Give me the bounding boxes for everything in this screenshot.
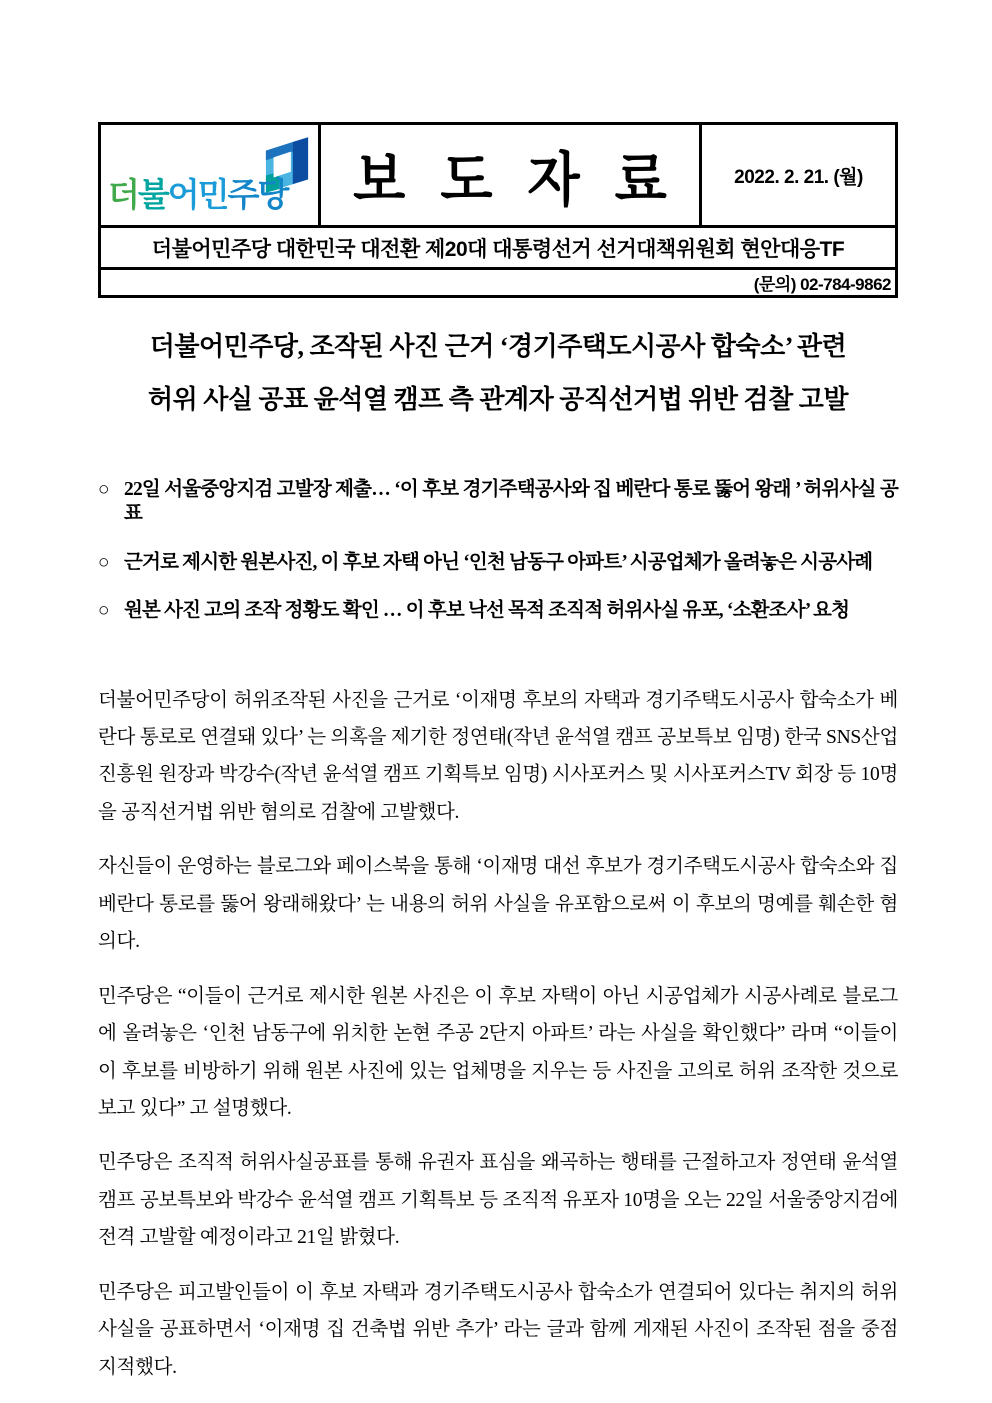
summary-item <box>98 478 898 527</box>
org-line: 더불어민주당 대한민국 대전환 제20대 대통령선거 선거대책위원회 현안대응TF <box>151 237 845 261</box>
org-row <box>101 225 895 267</box>
bullet-circle-icon: ○ <box>98 479 109 501</box>
title-line-1: 더불어민주당, 조작된 사진 근거 ‘경기주택도시공사 합숙소’ 관련 <box>149 332 847 361</box>
date-cell <box>699 125 895 225</box>
logo-char: 주 <box>227 176 258 213</box>
doc-type-title: 보 도 자 료 <box>353 147 677 213</box>
summary-list <box>98 478 898 624</box>
summary-item-text: 근거로 제시한 원본사진, 이 후보 자택 아닌 ‘인천 남동구 아파트’ 시공업체가 올려놓은 시공사례 <box>124 551 873 573</box>
summary-item-text: 22일 서울중앙지검 고발장 제출… ‘이 후보 경기주택공사와 집 베란다 통로 뚫어 왕래 ’ 허위사실 공표 <box>124 479 898 525</box>
release-date: 2022. 2. 21. (월) <box>734 166 863 188</box>
body-paragraph: 민주당은 조직적 허위사실공표를 통해 유권자 표심을 왜곡하는 행태를 근절하고자 정연태 윤석열 캠프 공보특보와 박강수 윤석열 캠프 기획특보 등 조직적 유포자 10명을 오는 22일 서울중앙지검에 전격 고발할 예정이라고 21일 밝혔다. <box>98 1152 898 1249</box>
party-logo-cell <box>101 125 321 225</box>
header-top-row <box>101 125 895 225</box>
bullet-circle-icon: ○ <box>98 551 109 573</box>
summary-item <box>98 551 898 575</box>
document-content <box>98 122 898 1403</box>
body-paragraph: 민주당은 피고발인들이 이 후보 자택과 경기주택도시공사 합숙소가 연결되어 있다는 취지의 허위사실을 공표하면서 ‘이재명 집 건축법 위반 추가’ 라는 글과 함께 게재된 사진이 조작된 점을 중점 지적했다. <box>98 1281 898 1378</box>
body-paragraph: 더불어민주당이 허위조작된 사진을 근거로 ‘이재명 후보의 자택과 경기주택도시공사 합숙소가 베란다 통로로 연결돼 있다’ 는 의혹을 제기한 정연태(작년 윤석열 캠프 공보특보 임명) 한국 SNS산업진흥원 원장과 박강수(작년 윤석열 캠프 기획특보 임명) 시사포커스 및 시사포커스TV 회장 등 10명을 공직선거법 위반 혐의로 검찰에 고발했다. <box>98 689 898 823</box>
contact-phone: (문의) 02-784-9862 <box>753 275 891 294</box>
logo-char: 민 <box>197 176 228 213</box>
header-table <box>98 122 898 298</box>
logo-char: 더 <box>108 176 138 213</box>
summary-item-text: 원본 사진 고의 조작 정황도 확인 … 이 후보 낙선 목적 조직적 허위사실 유포, ‘소환조사’ 요청 <box>124 600 850 622</box>
summary-item <box>98 599 898 623</box>
body-paragraph: 민주당은 “이들이 근거로 제시한 원본 사진은 이 후보 자택이 아닌 시공업체가 시공사례로 블로그에 올려놓은 ‘인천 남동구에 위치한 논현 주공 2단지 아파트’ 라는 사실을 확인했다” 라며 “이들이 이 후보를 비방하기 위해 원본 사진에 있는 업체명을 지우는 등 사진을 고의로 허위 조작한 것으로 보고 있다” 고 설명했다. <box>98 985 898 1119</box>
title-line-2: 허위 사실 공표 윤석열 캠프 측 관계자 공직선거법 위반 검찰 고발 <box>147 385 849 415</box>
bullet-circle-icon: ○ <box>98 600 109 622</box>
logo-char: 어 <box>167 176 198 213</box>
doc-type-cell <box>321 125 699 225</box>
party-logo-wordmark <box>108 178 287 211</box>
logo-char: 당 <box>257 176 288 213</box>
contact-row <box>101 267 895 295</box>
body-text <box>98 682 898 1386</box>
document-title <box>98 320 898 426</box>
logo-char: 불 <box>137 176 168 213</box>
body-paragraph: 자신들이 운영하는 블로그와 페이스북을 통해 ‘이재명 대선 후보가 경기주택도시공사 합숙소와 집 베란다 통로를 뚫어 왕래해왔다’ 는 내용의 허위 사실을 유포함으로써 이 후보의 명예를 훼손한 혐의다. <box>98 856 898 953</box>
